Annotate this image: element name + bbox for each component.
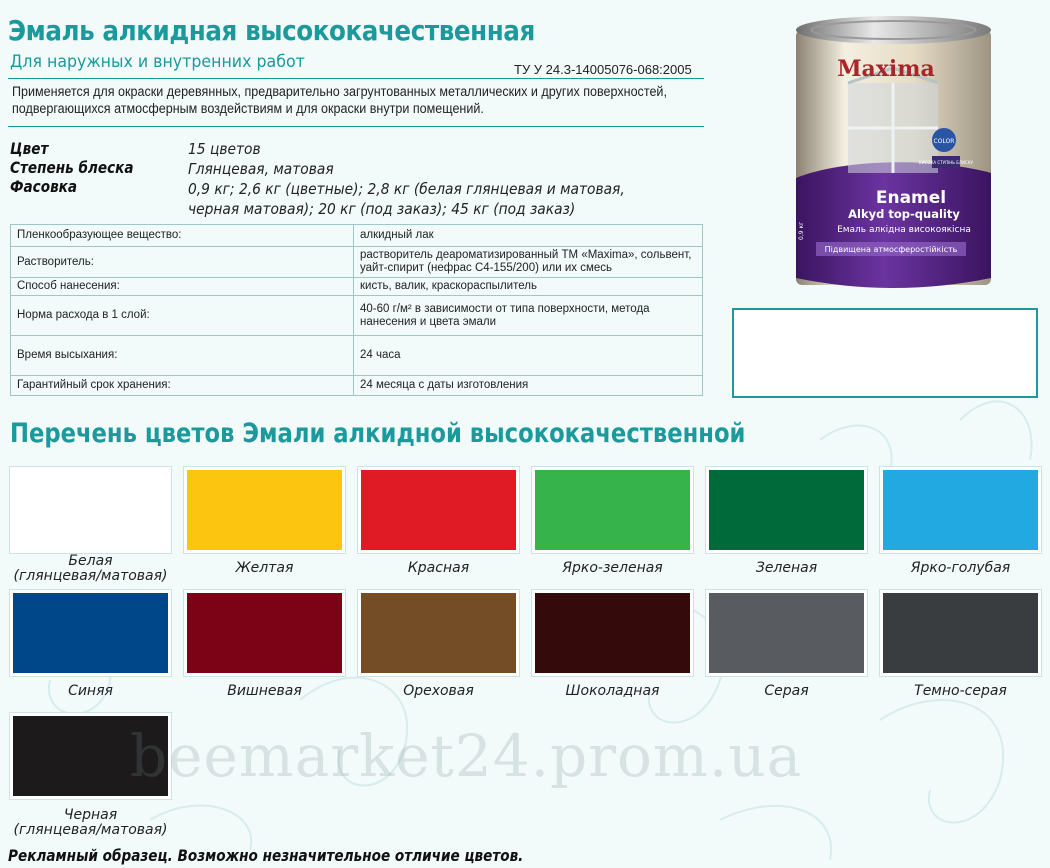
color-swatch[interactable]: [10, 467, 171, 553]
color-swatch[interactable]: [10, 590, 171, 676]
table-row: [11, 296, 703, 336]
swatch-label: Белая (глянцевая/матовая): [13, 553, 168, 584]
table-row: [11, 225, 703, 247]
property-value: Глянцевая, матовая: [188, 160, 334, 178]
colors-section-title: Перечень цветов Эмали алкидной высококачественной: [10, 418, 746, 449]
table-row: [11, 247, 703, 278]
product-can-image: [786, 8, 1001, 293]
property-label: Степень блеска: [10, 158, 134, 177]
footer-disclaimer: Рекламный образец. Возможно незначительное отличие цветов.: [8, 846, 524, 865]
property-label: Цвет: [10, 139, 49, 158]
spec-value: кисть, валик, краскораспылитель: [354, 278, 703, 296]
swatch-label: Ярко-голубая: [910, 560, 1011, 576]
blank-info-box: [732, 308, 1038, 398]
color-swatch[interactable]: [358, 590, 519, 676]
swatch-label: Ярко-зеленая: [562, 560, 663, 576]
svg-text:0,9 кг: 0,9 кг: [798, 221, 805, 240]
color-swatch[interactable]: [880, 590, 1041, 676]
color-swatch[interactable]: [358, 467, 519, 553]
table-row: [11, 278, 703, 296]
svg-text:ВИСОКА СТУПІНЬ БЛИСКУ: ВИСОКА СТУПІНЬ БЛИСКУ: [918, 160, 974, 165]
page-subtitle: Для наружных и внутренних работ: [10, 52, 305, 72]
svg-text:Alkyd top-quality: Alkyd top-quality: [848, 207, 960, 221]
page-title: Эмаль алкидная высококачественная: [8, 14, 535, 47]
color-swatch[interactable]: [880, 467, 1041, 553]
brand-logo: Maxima: [837, 56, 935, 82]
spec-key: Время высыхания:: [11, 336, 354, 376]
swatch-label: Черная (глянцевая/матовая): [13, 807, 168, 838]
swatch-label: Вишневая: [227, 683, 302, 699]
swatch-label: Серая: [764, 683, 809, 699]
color-swatch[interactable]: [532, 467, 693, 553]
swatch-label: Темно-серая: [914, 683, 1007, 699]
spec-value: 24 месяца с даты изготовления: [354, 376, 703, 396]
svg-text:Підвищена атмосферостійкість: Підвищена атмосферостійкість: [824, 245, 958, 254]
table-row: [11, 376, 703, 396]
spec-value: растворитель деароматизированный ТМ «Maxima», сольвент, уайт-спирит (нефрас С4-155/200) или их смесь: [354, 247, 703, 278]
property-value: 15 цветов: [188, 140, 261, 158]
spec-key: Способ нанесения:: [11, 278, 354, 296]
spec-value: алкидный лак: [354, 225, 703, 247]
color-swatch[interactable]: [706, 590, 867, 676]
spec-value: 24 часа: [354, 336, 703, 376]
table-row: [11, 336, 703, 376]
property-label: Фасовка: [10, 177, 78, 196]
swatch-label: Ореховая: [403, 683, 474, 699]
swatch-label: Желтая: [235, 560, 294, 576]
color-swatch[interactable]: [10, 713, 171, 799]
color-swatch[interactable]: [706, 467, 867, 553]
spec-key: Пленкообразующее вещество:: [11, 225, 354, 247]
spec-key: Растворитель:: [11, 247, 354, 278]
spec-value: 40-60 г/м² в зависимости от типа поверхности, метода нанесения и цвета эмали: [354, 296, 703, 336]
spec-key: Гарантийный срок хранения:: [11, 376, 354, 396]
standard-code: ТУ У 24.3-14005076-068:2005: [514, 62, 692, 77]
swatch-label: Шоколадная: [565, 683, 660, 699]
spec-table: [10, 224, 703, 396]
color-swatch[interactable]: [184, 467, 345, 553]
product-description: Применяется для окраски деревянных, предварительно загрунтованных металлических и других поверхностей, подвергающихся атмосферным воздействиям и для окраски внутри помещений.: [12, 84, 667, 116]
description-divider: [8, 126, 704, 127]
color-swatch[interactable]: [532, 590, 693, 676]
swatch-label: Зеленая: [755, 560, 818, 576]
svg-text:Емаль алкідна високоякісна: Емаль алкідна високоякісна: [837, 225, 971, 235]
color-swatch[interactable]: [184, 590, 345, 676]
spec-key: Норма расхода в 1 слой:: [11, 296, 354, 336]
header-divider: [8, 78, 704, 79]
swatch-label: Красная: [407, 560, 470, 576]
svg-text:Enamel: Enamel: [875, 188, 947, 208]
property-value: черная матовая); 20 кг (под заказ); 45 кг (под заказ): [188, 200, 576, 218]
svg-text:COLOR: COLOR: [933, 138, 955, 145]
swatch-label: Синяя: [68, 683, 113, 699]
watermark: beemarket24.prom.ua: [130, 722, 803, 790]
property-value: 0,9 кг; 2,6 кг (цветные); 2,8 кг (белая глянцевая и матовая,: [188, 180, 625, 198]
